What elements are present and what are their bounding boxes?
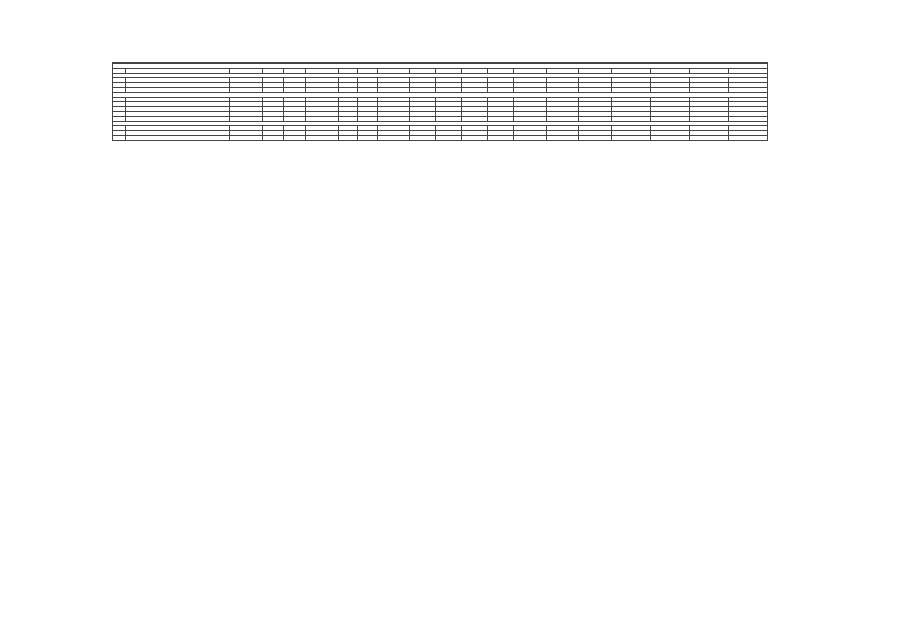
table-cell [728,135,767,140]
table-cell [488,135,514,140]
table-cell [230,135,263,140]
table-cell [436,135,462,140]
approval-line [590,30,770,34]
table-cell [126,135,230,140]
table-cell [284,135,306,140]
table-cell [689,135,728,140]
table-body [113,63,768,141]
table-cell [358,135,378,140]
table-cell [113,135,126,140]
table-cell [514,135,547,140]
table-cell [462,135,488,140]
table-total-row [113,135,768,140]
table-cell [262,135,284,140]
buildings-table [112,62,768,141]
table-cell [306,135,339,140]
table-cell [338,135,358,140]
table-cell [377,135,410,140]
table-cell [611,135,650,140]
table-cell [579,135,612,140]
table-cell [546,135,579,140]
approval-block [590,18,770,34]
table-cell [410,135,436,140]
table-cell [650,135,689,140]
